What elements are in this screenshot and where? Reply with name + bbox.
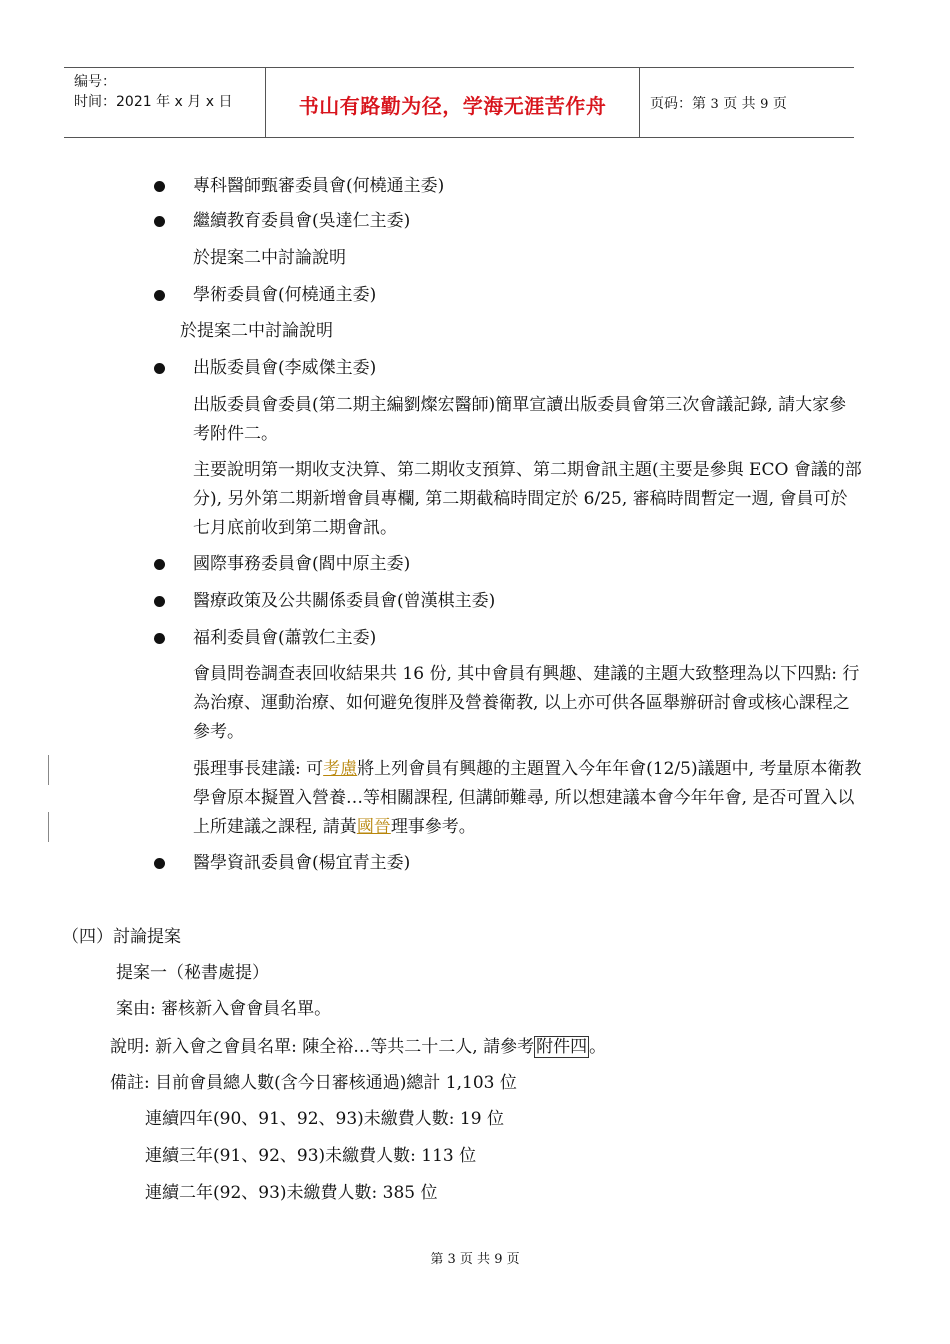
- bullet-icon: [154, 633, 165, 644]
- revision-bar: [48, 812, 49, 842]
- bullet-icon: [154, 559, 165, 570]
- bullet-icon: [154, 216, 165, 227]
- committee-item: 專科醫師甄審委員會(何橈通主委): [193, 176, 445, 196]
- proposal-remark: 備註: 目前會員總人數(含今日審核通過)總計 1,103 位: [110, 1073, 517, 1093]
- unpaid-count: 連續二年(92、93)未繳費人數: 385 位: [145, 1183, 438, 1203]
- publish-paragraph: 主要說明第一期收支決算、第二期收支預算、第二期會訊主題(主要是參與 ECO 會議的部分), 另外第二期新增會員專欄, 第二期截稿時間定於 6/25, 審稿時間暫定一週, 會員可於七月底前收到第二期會訊。: [193, 460, 862, 538]
- unpaid-count: 連續四年(90、91、92、93)未繳費人數: 19 位: [145, 1109, 504, 1129]
- suggestion-text: 將上列會員有興趣的主題置入今年年會(12/5)議題中, 考量原本衛教學會原本擬置入營養…等相關課程, 但講師難尋, 所以想建議本會今年年會, 是否可置入以上所建議之課程, 請黃: [193, 759, 862, 837]
- proposal-explanation: [110, 1036, 606, 1058]
- committee-note: 於提案二中討論說明: [193, 248, 346, 268]
- committee-item: 學術委員會(何橈通主委): [193, 285, 377, 305]
- proposal-reason: 案由: 審核新入會會員名單。: [116, 999, 332, 1019]
- page-footer: 第 3 页 共 9 页: [430, 1252, 520, 1267]
- bullet-icon: [154, 363, 165, 374]
- unpaid-count: 連續三年(91、92、93)未繳費人數: 113 位: [145, 1146, 477, 1166]
- number-label: 编号：: [74, 74, 116, 90]
- committee-item: 福利委員會(蕭敦仁主委): [193, 628, 377, 648]
- time-label: 时间：2021 年 x 月 x 日: [74, 94, 233, 110]
- committee-item: 繼續教育委員會(吳達仁主委): [193, 211, 411, 231]
- bullet-icon: [154, 858, 165, 869]
- committee-item: 醫學資訊委員會(楊宜青主委): [193, 853, 411, 873]
- committee-item: 國際事務委員會(閻中原主委): [193, 554, 411, 574]
- committee-item: 出版委員會(李威傑主委): [193, 358, 377, 378]
- welfare-paragraph: 會員問卷調查表回收結果共 16 份, 其中會員有興趣、建議的主題大致整理為以下四點: 行為治療、運動治療、如何避免復胖及營養衛教, 以上亦可供各區舉辦研討會或核心課程之參考。: [193, 664, 860, 742]
- suggestion-text: 張理事長建議: 可: [193, 759, 324, 779]
- publish-paragraph: 出版委員會委員(第二期主編劉燦宏醫師)簡單宣讀出版委員會第三次會議記錄, 請大家參考附件二。: [193, 395, 847, 444]
- header-divider: [639, 68, 640, 137]
- page-current: 3: [710, 97, 719, 112]
- committee-note: 於提案二中討論說明: [180, 321, 333, 341]
- explanation-text: 說明: 新入會之會員名單: 陳全裕…等共二十二人, 請參考: [110, 1037, 535, 1057]
- bullet-icon: [154, 596, 165, 607]
- page-total: 9: [760, 97, 769, 112]
- proposal-title: 提案一（秘書處提）: [116, 963, 269, 983]
- suggestion-text: 理事參考。: [390, 817, 476, 837]
- bullet-icon: [154, 290, 165, 301]
- explanation-text: 。: [589, 1037, 607, 1057]
- attachment-reference[interactable]: 附件四: [536, 1037, 588, 1057]
- header-meta: [74, 72, 232, 112]
- page-prefix: 页码：第: [650, 96, 706, 112]
- header-page-number: [650, 93, 787, 113]
- welfare-suggestion: [193, 755, 863, 842]
- page-suffix: 页: [772, 96, 787, 112]
- header-motto: 书山有路勤为径，学海无涯苦作舟: [298, 94, 607, 118]
- page-header: [64, 67, 854, 138]
- revision-bar: [48, 755, 49, 785]
- hyperlink-consider[interactable]: 考慮: [323, 759, 358, 779]
- page-mid: 页 共: [723, 96, 756, 112]
- section-heading: （四）討論提案: [62, 927, 181, 947]
- bullet-icon: [154, 181, 165, 192]
- committee-item: 醫療政策及公共關係委員會(曾漢棋主委): [193, 591, 496, 611]
- hyperlink-name[interactable]: 國晉: [356, 817, 391, 837]
